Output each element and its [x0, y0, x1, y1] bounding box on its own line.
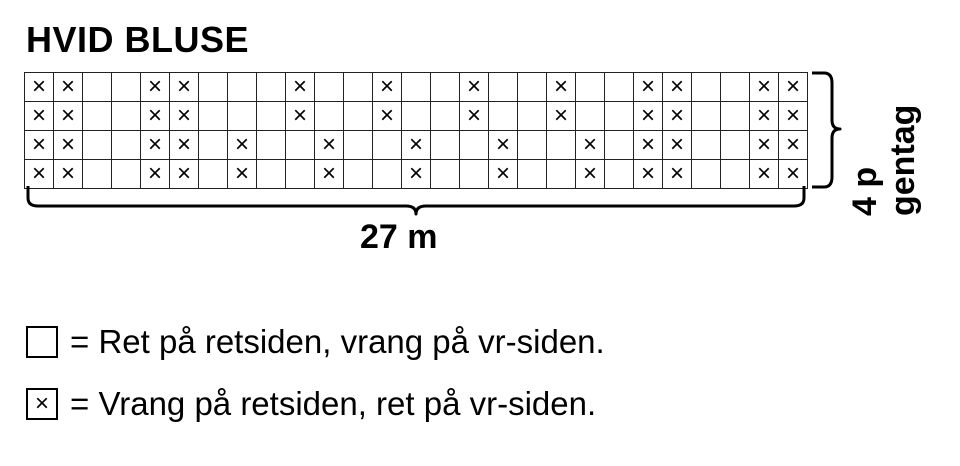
chart-cell-purl: × [373, 73, 402, 102]
chart-cell-knit [460, 131, 489, 160]
chart-cell-knit [518, 131, 547, 160]
chart-cell-knit [83, 73, 112, 102]
chart-cell-purl: × [373, 102, 402, 131]
chart-cell-purl: × [25, 102, 54, 131]
legend-swatch-empty [26, 326, 58, 358]
chart-cell-purl: × [141, 73, 170, 102]
chart-cell-knit [692, 73, 721, 102]
chart-cell-knit [605, 73, 634, 102]
chart-cell-purl: × [170, 160, 199, 189]
chart-cell-purl: × [779, 160, 808, 189]
chart-cell-knit [402, 102, 431, 131]
chart-cell-purl: × [489, 131, 518, 160]
chart-cell-knit [489, 73, 518, 102]
chart-cell-purl: × [779, 73, 808, 102]
chart-cell-knit [286, 160, 315, 189]
chart-cell-knit [721, 131, 750, 160]
chart-cell-knit [112, 73, 141, 102]
chart-cell-knit [576, 102, 605, 131]
legend-text-knit: = Ret på retsiden, vrang på vr-siden. [70, 323, 605, 360]
chart-cell-knit [344, 102, 373, 131]
chart-cell-knit [257, 102, 286, 131]
legend-item-knit [26, 318, 926, 366]
page-title: HVID BLUSE [26, 19, 250, 60]
chart-cell-knit [83, 102, 112, 131]
chart-cell-purl: × [228, 131, 257, 160]
chart-cell-knit [692, 102, 721, 131]
chart-cell-purl: × [315, 160, 344, 189]
legend [26, 318, 926, 442]
chart-cell-purl: × [141, 160, 170, 189]
chart-cell-purl: × [634, 160, 663, 189]
chart-cell-purl: × [286, 73, 315, 102]
chart-cell-knit [257, 73, 286, 102]
chart-cell-knit [83, 160, 112, 189]
chart-cell-purl: × [25, 73, 54, 102]
chart-cell-purl: × [779, 102, 808, 131]
chart-cell-purl: × [663, 160, 692, 189]
chart-cell-knit [83, 131, 112, 160]
chart-cell-knit [605, 131, 634, 160]
chart-cell-knit [721, 102, 750, 131]
chart-cell-knit [315, 73, 344, 102]
chart-cell-knit [518, 102, 547, 131]
chart-cell-purl: × [576, 160, 605, 189]
chart-cell-purl: × [460, 73, 489, 102]
chart-cell-purl: × [228, 160, 257, 189]
chart-cell-knit [460, 160, 489, 189]
chart-cell-knit [199, 73, 228, 102]
chart-cell-purl: × [141, 131, 170, 160]
chart-cell-purl: × [170, 131, 199, 160]
chart-cell-purl: × [25, 131, 54, 160]
chart-cell-knit [199, 160, 228, 189]
chart-cell-purl: × [170, 73, 199, 102]
chart-cell-knit [605, 160, 634, 189]
chart-cell-purl: × [54, 102, 83, 131]
width-bracket [24, 186, 808, 216]
chart-cell-knit [518, 160, 547, 189]
chart-cell-purl: × [663, 102, 692, 131]
chart-cell-knit [257, 131, 286, 160]
chart-cell-knit [431, 160, 460, 189]
chart-cell-knit [721, 73, 750, 102]
chart-cell-purl: × [547, 73, 576, 102]
repeat-label-line1: 4 p [846, 166, 884, 216]
chart-cell-purl: × [750, 73, 779, 102]
chart-cell-purl: × [54, 73, 83, 102]
chart-cell-knit [576, 73, 605, 102]
chart-cell-knit [692, 131, 721, 160]
chart-cell-purl: × [576, 131, 605, 160]
chart-cell-purl: × [54, 131, 83, 160]
width-label: 27 m [360, 218, 438, 256]
chart-row [25, 131, 808, 160]
repeat-label [848, 56, 960, 216]
chart-cell-purl: × [547, 102, 576, 131]
repeat-label-line2: gentag [884, 104, 922, 216]
repeat-bracket [812, 70, 842, 188]
chart-cell-purl: × [634, 73, 663, 102]
chart-cell-purl: × [663, 131, 692, 160]
chart-cell-knit [257, 160, 286, 189]
chart-cell-knit [112, 160, 141, 189]
chart-cell-knit [344, 160, 373, 189]
chart-cell-purl: × [750, 160, 779, 189]
chart-cell-purl: × [141, 102, 170, 131]
chart-cell-purl: × [634, 102, 663, 131]
chart-row [25, 160, 808, 189]
chart-cell-knit [547, 160, 576, 189]
chart-cell-knit [431, 102, 460, 131]
chart-cell-purl: × [54, 160, 83, 189]
legend-symbol-x: × [34, 390, 49, 417]
chart-cell-knit [315, 102, 344, 131]
chart-cell-knit [431, 73, 460, 102]
chart-cell-purl: × [286, 102, 315, 131]
chart-cell-knit [199, 131, 228, 160]
chart-cell-knit [344, 131, 373, 160]
chart-cell-knit [692, 160, 721, 189]
chart-cell-purl: × [170, 102, 199, 131]
chart-cell-purl: × [460, 102, 489, 131]
chart-grid [24, 72, 808, 189]
chart-cell-knit [373, 160, 402, 189]
chart-cell-knit [228, 102, 257, 131]
legend-item-purl [26, 380, 926, 428]
knitting-chart [24, 72, 808, 189]
legend-swatch-x [26, 388, 58, 420]
chart-cell-purl: × [779, 131, 808, 160]
chart-cell-knit [605, 102, 634, 131]
chart-cell-knit [112, 131, 141, 160]
chart-cell-knit [286, 131, 315, 160]
chart-cell-purl: × [750, 131, 779, 160]
chart-cell-knit [373, 131, 402, 160]
chart-cell-knit [547, 131, 576, 160]
chart-cell-purl: × [750, 102, 779, 131]
chart-cell-knit [402, 73, 431, 102]
chart-cell-purl: × [634, 131, 663, 160]
chart-cell-purl: × [402, 131, 431, 160]
chart-cell-knit [199, 102, 228, 131]
chart-cell-knit [431, 131, 460, 160]
chart-cell-knit [489, 102, 518, 131]
chart-cell-knit [721, 160, 750, 189]
legend-text-purl: = Vrang på retsiden, ret på vr-siden. [70, 385, 597, 422]
chart-row [25, 102, 808, 131]
chart-row [25, 73, 808, 102]
chart-cell-knit [518, 73, 547, 102]
chart-cell-purl: × [663, 73, 692, 102]
chart-cell-purl: × [402, 160, 431, 189]
chart-cell-knit [228, 73, 257, 102]
chart-cell-knit [344, 73, 373, 102]
chart-cell-purl: × [25, 160, 54, 189]
chart-cell-purl: × [315, 131, 344, 160]
chart-cell-purl: × [489, 160, 518, 189]
chart-cell-knit [112, 102, 141, 131]
